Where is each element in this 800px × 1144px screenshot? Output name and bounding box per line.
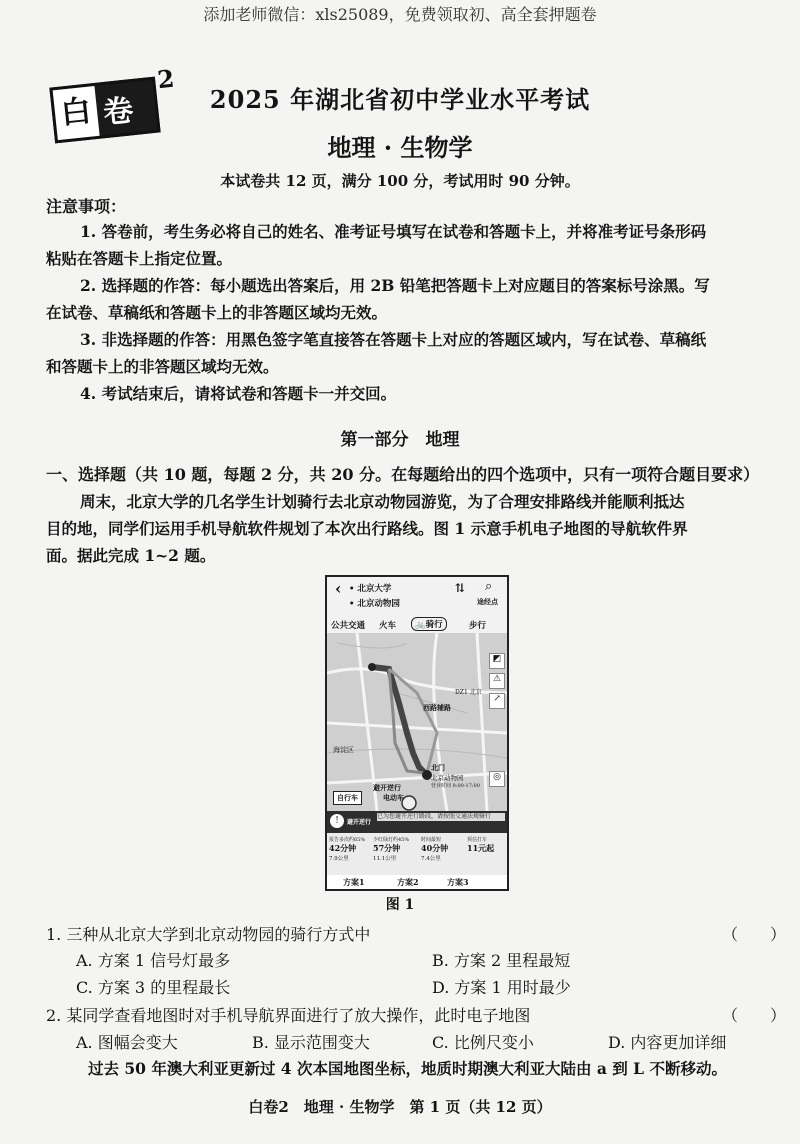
map-label-road: 西路辅路 [423,703,451,712]
taxi-fare-tag: 预估打车 [467,837,488,843]
map-label-avoid: 避开逆行 [373,783,401,792]
plan-labels-row [327,875,507,889]
locate-icon[interactable]: ◎ [489,771,505,787]
warning-icon: ! [330,814,344,828]
plan-1-tag: 报告多次约65% [329,837,366,843]
bike-button[interactable]: 自行车 [333,791,362,805]
notes-heading: 注意事项： [46,197,127,216]
question-1-option-b: B. 方案 2 里程最短 [432,951,571,970]
note-1-line-1: 1. 答卷前，考生务必将自己的姓名、准考证号填写在试卷和答题卡上，并将准考证号条形码 [80,222,707,241]
tab-train[interactable]: 火车 [379,621,397,631]
taxi-fare-card[interactable] [467,836,505,854]
plan-1-card[interactable] [329,836,371,862]
back-icon[interactable]: ‹ [335,579,342,598]
note-2-line-1: 2. 选择题的作答：每小题选出答案后，用 2B 铅笔把答题卡上对应题目的答案标号涂黑。写 [80,276,710,295]
plan-3-card[interactable] [421,836,463,862]
route-plans-panel [327,811,507,889]
plan-2-tag: 少红绿灯约45% [373,837,410,843]
note-3-line-1: 3. 非选择题的作答：用黑色签字笔直接答在答题卡上对应的答题区域内，写在试卷、草稿纸 [80,330,707,349]
plan-1-distance: 7.9公里 [329,856,349,862]
question-2-option-d: D. 内容更加详细 [608,1033,727,1052]
alert-icon[interactable]: ⚠ [489,673,505,689]
origin-field[interactable]: • 北京大学 [349,584,392,594]
question-1-option-c: C. 方案 3 的里程最长 [76,978,231,997]
exam-title: 2025 年湖北省初中学业水平考试 [209,85,591,114]
note-2 [46,272,786,326]
question-1-option-a: A. 方案 1 信号灯最多 [76,951,231,970]
intro-line-2: 目的地，同学们运用手机导航软件规划了本次出行路线。图 1 示意手机电子地图的导航软件界 [46,519,688,538]
navigation-app-figure [325,575,509,891]
plan-1-time: 42分钟 [329,843,357,853]
note-1 [46,218,786,272]
bike-icon: 🚲 [415,620,426,630]
mode-tabs [327,617,507,633]
tab-cycling[interactable] [411,617,447,631]
watermark: 添加老师微信：xls25089，免费领取初、高全套押题卷 [203,5,597,24]
question-2-option-c: C. 比例尺变小 [432,1033,534,1052]
plan-label-2: 方案2 [397,877,419,887]
note-4 [46,380,786,407]
badge-text-1: 白 [53,86,100,140]
question-intro [46,488,786,569]
notice-bar [327,811,507,833]
tab-walking[interactable]: 步行 [469,621,487,631]
exam-info: 本试卷共 12 页，满分 100 分，考试用时 90 分钟。 [220,172,580,190]
tab-public-transit[interactable]: 公共交通 [331,621,366,631]
share-icon[interactable]: ↗ [489,693,505,709]
badge-number: 2 [155,63,176,95]
map-view[interactable] [327,633,507,811]
question-2 [46,1003,786,1026]
taxi-fare-value: 11元起 [467,843,495,853]
notice-lead: 避开逆行 [347,819,372,826]
note-2-line-2: 在试卷、草稿纸和答题卡上的非答题区域均无效。 [46,303,388,322]
plan-2-distance: 11.1公里 [373,856,397,862]
question-1-option-d: D. 方案 1 用时最少 [432,978,571,997]
map-label-north-gate: 北门 [431,763,445,772]
section-title: 一、选择题（共 10 题，每题 2 分，共 20 分。在每题给出的四个选项中，只有一项符合题目要求） [46,465,760,484]
plan-3-time: 40分钟 [421,843,449,853]
intro-line-1: 周末，北京大学的几名学生计划骑行去北京动物园游览，为了合理安排路线并能顺利抵达 [80,492,685,511]
next-question-intro: 过去 50 年澳大利亚更新过 4 次本国地图坐标，地质时期澳大利亚大陆由 a 到 L 不断移动。 [88,1059,727,1078]
tab-cycling-label: 骑行 [425,620,443,630]
plan-3-distance: 7.4公里 [421,856,441,862]
page-footer: 白卷2 地理 · 生物学 第 1 页（共 12 页） [248,1098,552,1116]
map-label-code: DZ1 北京 [455,689,482,696]
plan-2-time: 57分钟 [373,843,401,853]
map-svg [327,633,507,811]
note-3-line-2: 和答题卡上的非答题区域均无效。 [46,357,279,376]
plan-label-3: 方案3 [447,877,469,887]
ebike-button[interactable]: 电动车 [383,793,404,802]
question-2-answer-slot: （ ） [721,1006,786,1025]
figure-caption: 图 1 [385,897,415,913]
layers-icon[interactable]: ◩ [489,653,505,669]
question-1-answer-slot: （ ） [721,925,786,944]
note-3 [46,326,786,380]
question-2-stem: 2. 某同学查看地图时对手机导航界面进行了放大操作，此时电子地图 [46,1006,531,1025]
note-1-line-2: 粘贴在答题卡上指定位置。 [46,249,233,268]
part-title: 第一部分 地理 [340,430,460,450]
plan-label-1: 方案1 [343,877,365,887]
map-label-hours: 营业时间 8:00-17:00 [431,783,480,789]
question-2-option-a: A. 图幅会变大 [76,1033,178,1052]
destination-field[interactable]: • 北京动物园 [349,599,400,609]
question-1-stem: 1. 三种从北京大学到北京动物园的骑行方式中 [46,925,371,944]
map-label-zoo: 北京动物园 [431,774,464,782]
exam-subject: 地理 · 生物学 [327,133,473,162]
notice-text: 已为您避开逆行路段，请按照交通法规骑行 [377,813,505,821]
badge-text-2: 卷 [101,93,136,132]
question-1 [46,922,786,945]
intro-line-3: 面。据此完成 1~2 题。 [46,546,216,565]
search-icon[interactable]: ⌕ [485,579,493,594]
question-2-option-b: B. 显示范围变大 [252,1033,370,1052]
swap-icon[interactable]: ⇅ [455,581,466,595]
map-label-district: 海淀区 [333,746,354,754]
plan-3-tag: 时间最短 [421,837,442,843]
waypoint-button[interactable]: 途经点 [477,597,498,606]
plan-2-card[interactable] [373,836,417,862]
note-4-line-1: 4. 考试结束后，请将试卷和答题卡一并交回。 [80,384,397,403]
